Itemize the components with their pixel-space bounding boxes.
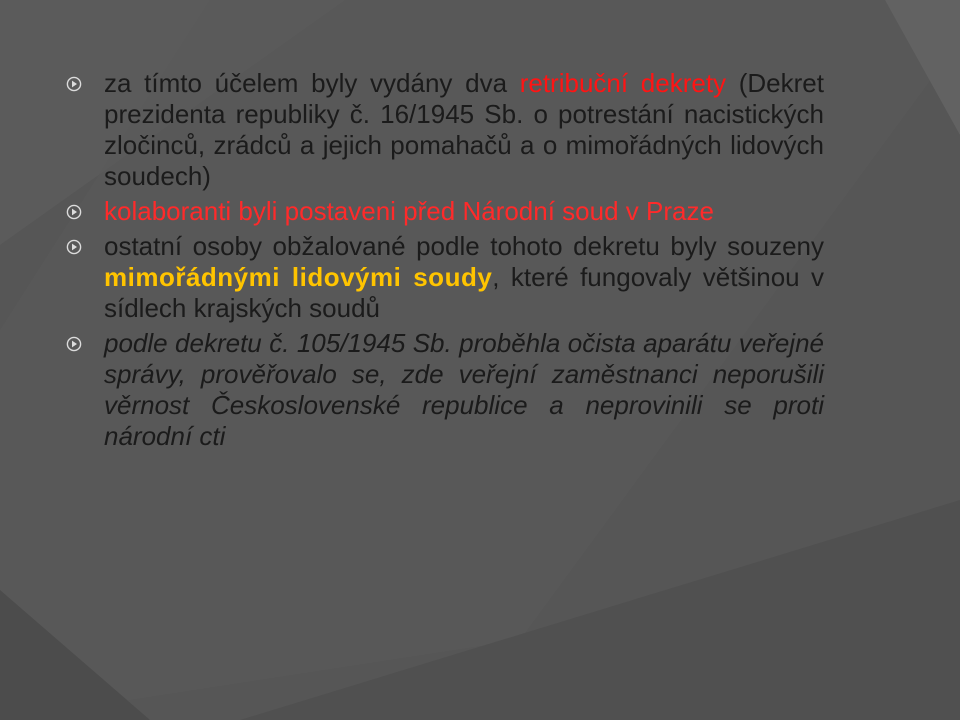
bullet-text: (Dekret prezidenta republiky č. 16/1945 Sb. o potrestání nacistických zločinců, zrádců a jejich pomahačů a o mimořádných lidových soudech) (104, 68, 824, 191)
bullet-list (104, 68, 824, 456)
bullet-item-national-court (104, 196, 824, 227)
circle-arrow-icon (66, 204, 82, 220)
bullet-item-retribution-decrees (104, 68, 824, 192)
circle-arrow-icon (66, 239, 82, 255)
highlight-retribution-decrees: retribuční dekrety (519, 68, 727, 98)
bullet-item-public-administration-purge (104, 328, 824, 452)
bullet-item-extraordinary-courts (104, 231, 824, 324)
circle-arrow-icon (66, 336, 82, 352)
bullet-text: podle dekretu č. 105/1945 Sb. proběhla očista aparátu veřejné správy, prověřovalo se, zde veřejní zaměstnanci neporušili věrnost Československé republice a neprovinili se proti národní cti (104, 328, 824, 451)
circle-arrow-icon (66, 76, 82, 92)
bullet-text: za tímto účelem byly vydány dva (104, 68, 520, 98)
bullet-text: ostatní osoby obžalované podle tohoto dekretu byly souzeny (104, 231, 824, 261)
bullet-text: , které fungovaly většinou v sídlech krajských soudů (104, 262, 824, 323)
highlight-extraordinary-courts: mimořádnými lidovými soudy (104, 262, 493, 292)
bullet-text: kolaboranti byli postaveni před Národní soud v Praze (104, 196, 714, 226)
